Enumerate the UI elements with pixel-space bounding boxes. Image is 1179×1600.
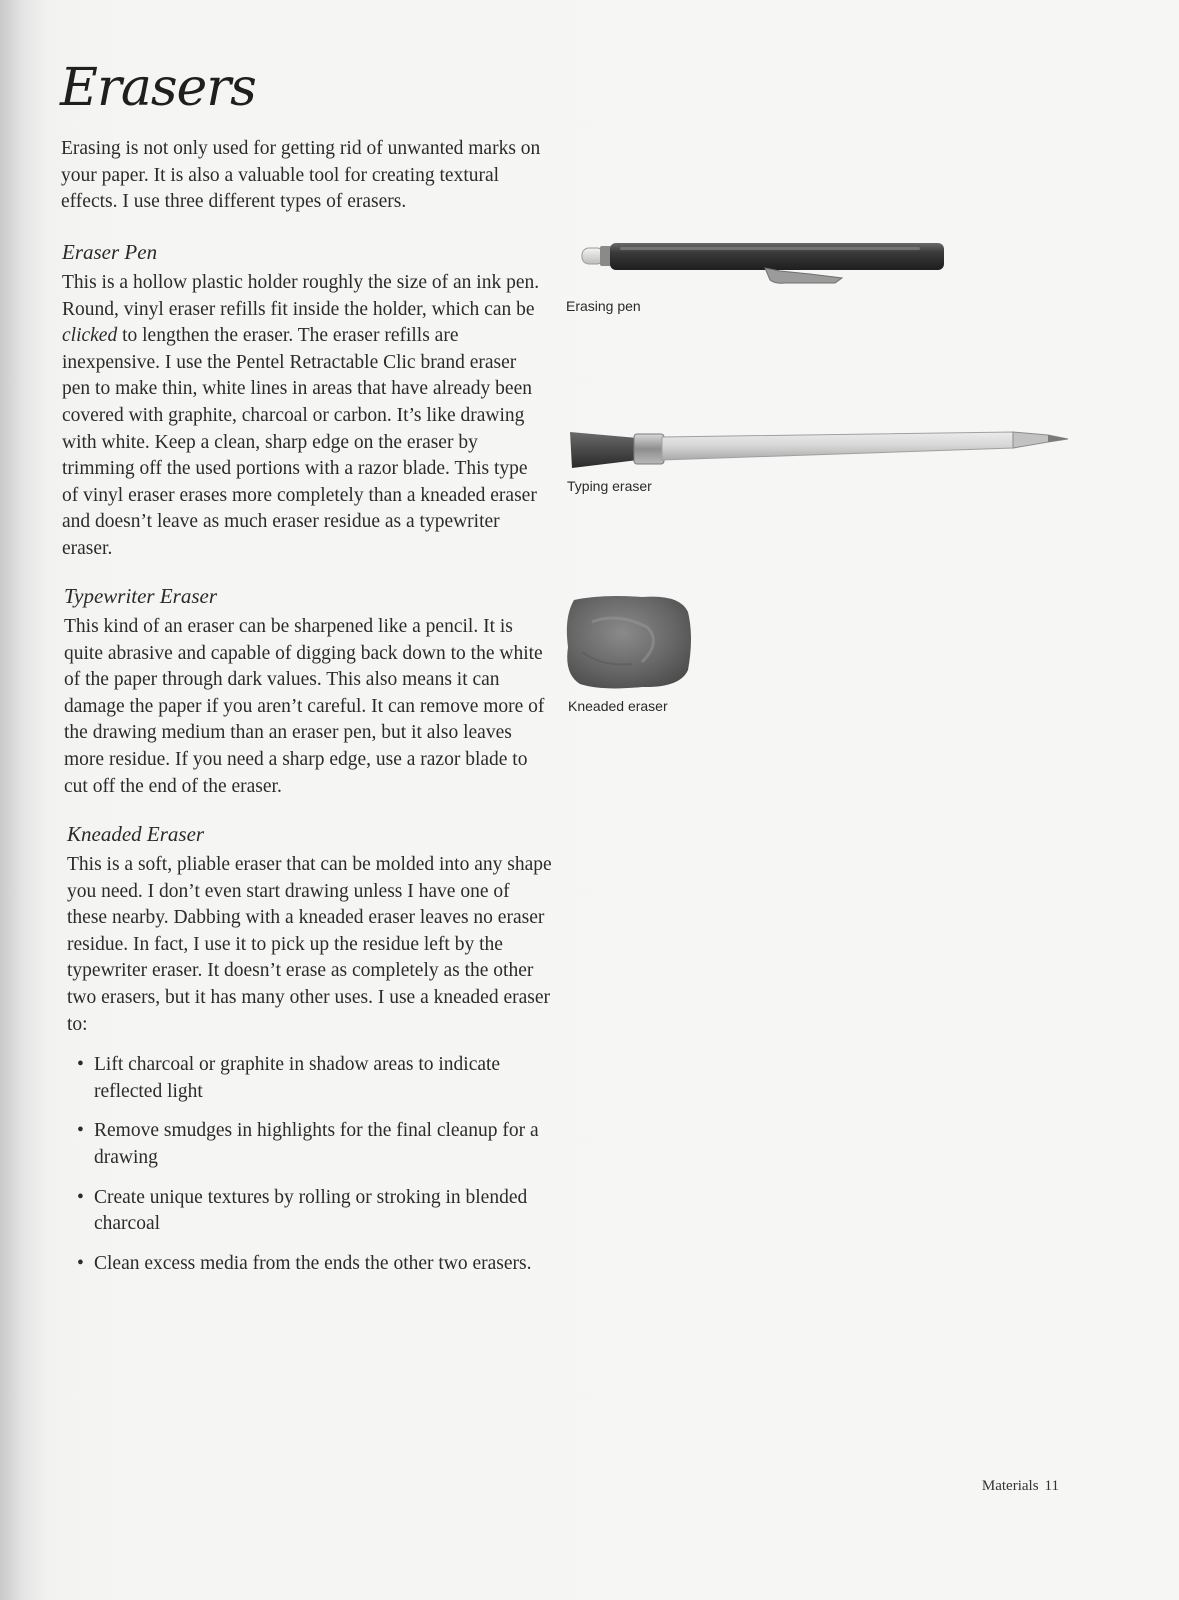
section-text-eraser-pen: [62, 270, 547, 563]
kneaded-eraser-illustration: [562, 592, 697, 692]
section-eraser-pen: [62, 238, 547, 563]
section-heading-kneaded-eraser: Kneaded Eraser: [67, 822, 205, 846]
bullet: •: [77, 1186, 84, 1208]
list-item-text: Create unique textures by rolling or stroking in blended charcoal: [94, 1186, 528, 1235]
page-title: Erasers: [60, 58, 256, 118]
eraser-pen-icon: [580, 238, 950, 294]
caption-typing-eraser: Typing eraser: [567, 478, 652, 494]
eraser-pen-illustration: [580, 238, 950, 290]
caption-erasing-pen: Erasing pen: [566, 298, 641, 314]
bullet: •: [77, 1252, 84, 1274]
section-text-kneaded-eraser: This is a soft, pliable eraser that can be molded into any shape you need. I don’t even start drawing unless I have one of these nearby. Dabbing with a kneaded eraser leaves no eraser residue. In fact, I use it to pick up the residue left by the typewriter eraser. It doesn’t erase as completely as the other two erasers, but it has many other uses. I use a kneaded eraser to:: [67, 854, 552, 1035]
list-item: [67, 1185, 552, 1238]
page-footer: [976, 1478, 1059, 1495]
intro-paragraph: Erasing is not only used for getting rid of unwanted marks on your paper. It is also a valuable tool for creating textural effects. I use three different types of erasers.: [61, 138, 541, 213]
section-kneaded-eraser: [67, 820, 552, 1290]
text-part: This is a hollow plastic holder roughly the size of an ink pen. Round, vinyl eraser refills fit inside the holder, which can be: [62, 272, 540, 320]
section-heading-typewriter-eraser: Typewriter Eraser: [64, 584, 218, 608]
list-item-text: Remove smudges in highlights for the final cleanup for a drawing: [94, 1120, 539, 1168]
caption-kneaded-eraser: Kneaded eraser: [568, 698, 668, 714]
bullet: •: [77, 1120, 84, 1142]
page-number: 11: [1044, 1478, 1059, 1494]
kneaded-uses-list: [67, 1052, 552, 1277]
kneaded-eraser-icon: [562, 592, 697, 696]
section-text-typewriter-eraser: This kind of an eraser can be sharpened like a pencil. It is quite abrasive and capable of digging back down to the white of the paper through dark values. This also means it can damage the paper if you aren’t careful. It can remove more of the drawing medium than an eraser pen, but it also leaves more residue. If you need a sharp edge, use a razor blade to cut off the end of the eraser.: [64, 616, 545, 797]
section-typewriter-eraser: [64, 582, 549, 800]
list-item-text: Lift charcoal or graphite in shadow areas to indicate reflected light: [94, 1054, 501, 1102]
list-item: [67, 1118, 552, 1171]
section-heading-eraser-pen: Eraser Pen: [62, 240, 158, 264]
list-item-text: Clean excess media from the ends the other two erasers.: [94, 1252, 532, 1274]
typing-eraser-icon: [568, 424, 1073, 478]
emphasis-clicked: clicked: [62, 325, 118, 347]
text-part: to lengthen the eraser. The eraser refills are inexpensive. I use the Pentel Retractable Clic brand eraser pen to make thin, white lines in areas that have already been covered with graphite, charcoal or carbon. It’s like drawing with white. Keep a clean, sharp edge on the eraser by trimming off the used portions with a razor blade. This type of vinyl eraser erases more completely than a kneaded eraser and doesn’t leave as much eraser residue as a typewriter eraser.: [62, 325, 537, 559]
typing-eraser-illustration: [568, 424, 1073, 474]
list-item: [67, 1251, 552, 1278]
bullet: •: [77, 1054, 84, 1076]
list-item: [67, 1052, 552, 1105]
footer-section-name: Materials: [981, 1478, 1039, 1494]
